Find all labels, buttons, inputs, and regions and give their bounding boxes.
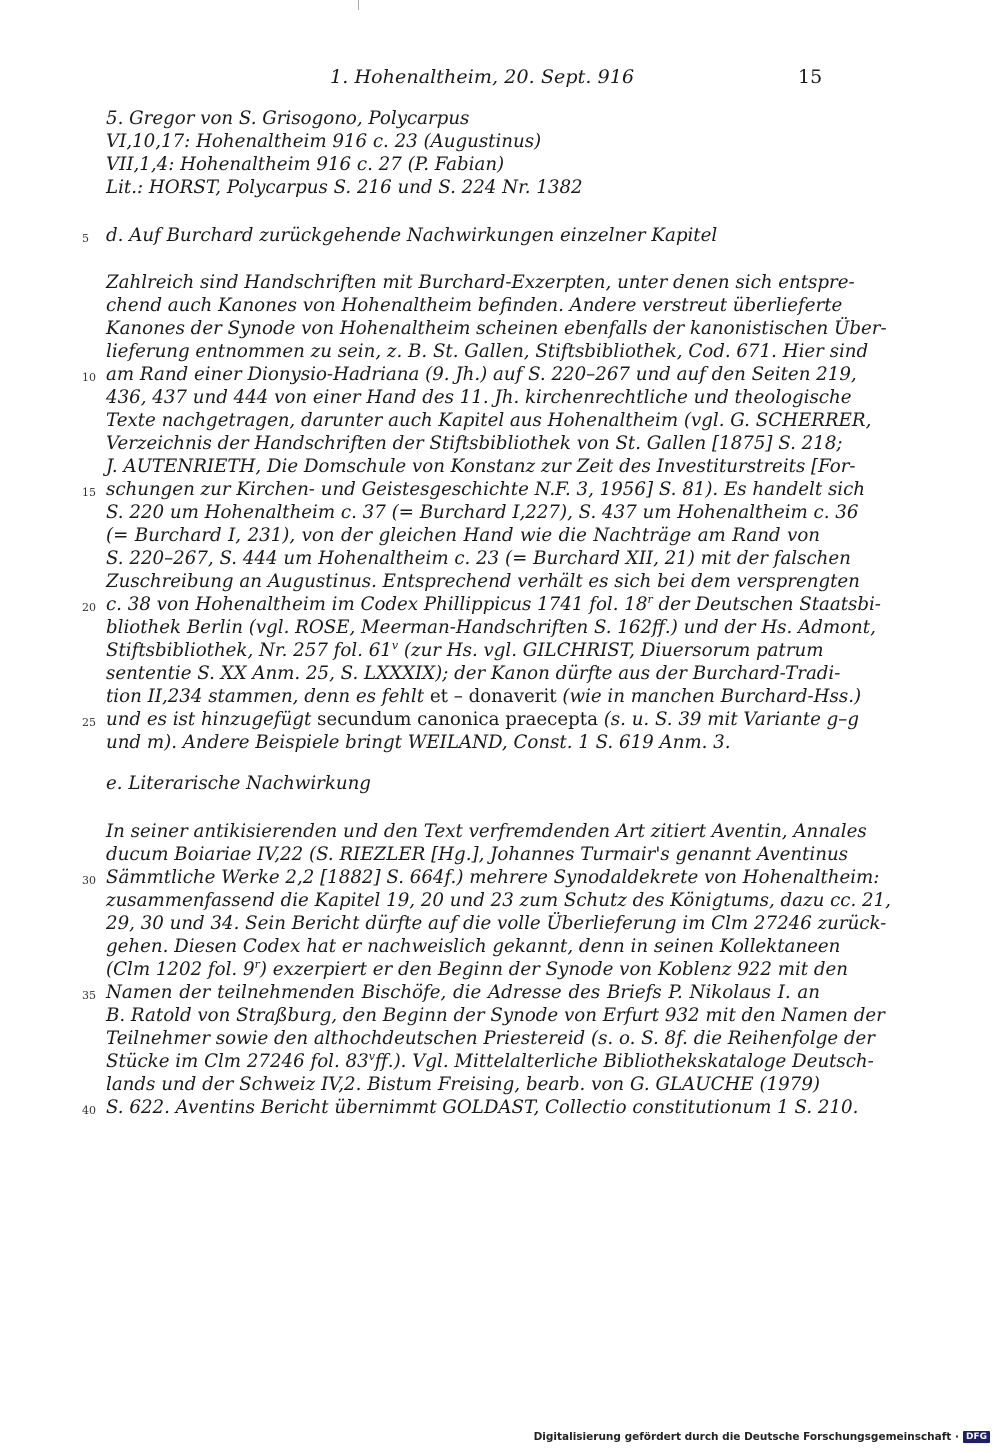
text-segment: und es ist hinzugefügt — [106, 709, 318, 730]
text-line — [106, 592, 881, 616]
running-header-title: 1. Hohenaltheim, 20. Sept. 916 — [330, 66, 635, 88]
text-line: und m). Andere Beispiele bringt WEILAND, Const. 1 S. 619 Anm. 3. — [106, 732, 731, 753]
text-line — [106, 638, 824, 662]
text-line: gehen. Diesen Codex hat er nachweislich gekannt, denn in seinen Kollektaneen — [106, 936, 841, 957]
text-line: Verzeichnis der Handschriften der Stiftsbibliothek von St. Gallen [1875] S. 218; — [106, 433, 843, 454]
text-line: am Rand einer Dionysio-Hadriana (9. Jh.) auf S. 220–267 und auf den Seiten 219, — [106, 364, 857, 385]
text-line: Kanones der Synode von Hohenaltheim scheinen ebenfalls der kanonistischen Über- — [106, 318, 887, 339]
text-line: lieferung entnommen zu sein, z. B. St. Gallen, Stiftsbibliothek, Cod. 671. Hier sind — [106, 341, 869, 362]
text-line: (= Burchard I, 231), von der gleichen Hand wie die Nachträge am Rand von — [106, 525, 820, 546]
text-line: J. AUTENRIETH, Die Domschule von Konstanz zur Zeit des Investiturstreits [For- — [106, 456, 856, 477]
scan-mark — [358, 0, 359, 10]
line-number: 40 — [82, 1104, 96, 1117]
superscript: r — [254, 957, 260, 971]
text-line: S. 220 um Hohenaltheim c. 37 (= Burchard I,227), S. 437 um Hohenaltheim c. 36 — [106, 502, 859, 523]
superscript: r — [647, 592, 653, 606]
text-line: 29, 30 und 34. Sein Bericht dürfte auf die volle Überlieferung im Clm 27246 zurück- — [106, 913, 887, 934]
line-number: 10 — [82, 371, 96, 384]
text-line: Lit.: HORST, Polycarpus S. 216 und S. 224 Nr. 1382 — [106, 177, 583, 198]
text-line: lands und der Schweiz IV,2. Bistum Freising, bearb. von G. GLAUCHE (1979) — [106, 1074, 820, 1095]
text-line: Zahlreich sind Handschriften mit Burchard-Exzerpten, unter denen sich entspre- — [106, 272, 855, 293]
line-number: 35 — [82, 989, 96, 1002]
text-segment: der Deutschen Staatsbi- — [652, 594, 881, 615]
text-line: Texte nachgetragen, darunter auch Kapitel aus Hohenaltheim (vgl. G. SCHERRER, — [106, 410, 872, 431]
text-segment: (Clm 1202 fol. 9 — [106, 959, 255, 980]
text-line — [106, 686, 862, 708]
line-number: 5 — [82, 232, 89, 245]
text-segment: tion II,234 stammen, denn es fehlt — [106, 686, 430, 707]
text-line — [106, 1049, 874, 1073]
text-line: VII,1,4: Hohenaltheim 916 c. 27 (P. Fabian) — [106, 154, 505, 175]
superscript: v — [391, 638, 399, 652]
line-number: 25 — [82, 716, 96, 729]
text-segment: ff.). Vgl. Mittelalterliche Bibliothekskataloge Deutsch- — [374, 1051, 874, 1072]
text-line: e. Literarische Nachwirkung — [106, 773, 371, 794]
text-line: zusammenfassend die Kapitel 19, 20 und 23 zum Schutz des Königtums, dazu cc. 21, — [106, 890, 891, 911]
line-number: 20 — [82, 601, 96, 614]
text-line: In seiner antikisierenden und den Text verfremdenden Art zitiert Aventin, Annales — [106, 821, 867, 842]
text-line: ducum Boiariae IV,22 (S. RIEZLER [Hg.], Johannes Turmair's genannt Aventinus — [106, 844, 848, 865]
text-segment: ) exzerpiert er den Beginn der Synode von Koblenz 922 mit den — [259, 959, 849, 980]
text-line: sententie S. XX Anm. 25, S. LXXXIX); der Kanon dürfte aus der Burchard-Tradi- — [106, 663, 841, 684]
text-segment: (wie in manchen Burchard-Hss.) — [556, 686, 862, 707]
latin-quote: et – donaverit — [429, 686, 557, 707]
superscript: v — [368, 1049, 375, 1063]
text-line: Sämmtliche Werke 2,2 [1882] S. 664f.) mehrere Synodaldekrete von Hohenaltheim: — [106, 867, 880, 888]
text-line: Namen der teilnehmenden Bischöfe, die Adresse des Briefs P. Nikolaus I. an — [106, 982, 820, 1003]
text-segment: c. 38 von Hohenaltheim im Codex Phillippicus 1741 fol. 18 — [106, 594, 648, 615]
text-line — [106, 957, 849, 981]
text-line: Zuschreibung an Augustinus. Entsprechend verhält es sich bei dem versprengten — [106, 571, 860, 592]
text-segment: Stiftsbibliothek, Nr. 257 fol. 61 — [106, 640, 392, 661]
text-segment: Stücke im Clm 27246 fol. 83 — [106, 1051, 369, 1072]
text-segment: (s. u. S. 39 mit Variante g–g — [597, 709, 860, 730]
line-number: 15 — [82, 486, 96, 499]
text-line: 436, 437 und 444 von einer Hand des 11. Jh. kirchenrechtliche und theologische — [106, 387, 852, 408]
text-line: B. Ratold von Straßburg, den Beginn der Synode von Erfurt 932 mit den Namen der — [106, 1005, 885, 1026]
text-line: schungen zur Kirchen- und Geistesgeschichte N.F. 3, 1956] S. 81). Es handelt sich — [106, 479, 866, 500]
text-line: d. Auf Burchard zurückgehende Nachwirkungen einzelner Kapitel — [106, 225, 718, 246]
text-line: S. 622. Aventins Bericht übernimmt GOLDAST, Collectio constitutionum 1 S. 210. — [106, 1097, 859, 1118]
text-segment: (zur Hs. vgl. GILCHRIST, Diuersorum patrum — [398, 640, 824, 661]
text-line: chend auch Kanones von Hohenaltheim befinden. Andere verstreut überlieferte — [106, 295, 843, 316]
dfg-logo: DFG — [963, 1431, 990, 1443]
footer-credit-text: Digitalisierung gefördert durch die Deutsche Forschungsgemeinschaft · — [533, 1431, 959, 1443]
latin-quote: secundum canonica praecepta — [317, 709, 598, 730]
text-line: S. 220–267, S. 444 um Hohenaltheim c. 23 (= Burchard XII, 21) mit der falschen — [106, 548, 851, 569]
text-line — [106, 709, 860, 731]
footer-credit — [534, 1431, 990, 1443]
page-number: 15 — [798, 66, 823, 88]
text-line: 5. Gregor von S. Grisogono, Polycarpus — [106, 108, 470, 129]
text-line: VI,10,17: Hohenaltheim 916 c. 23 (Augustinus) — [106, 131, 542, 152]
text-line: bliothek Berlin (vgl. ROSE, Meerman-Handschriften S. 162ff.) und der Hs. Admont, — [106, 617, 876, 638]
line-number: 30 — [82, 874, 96, 887]
text-line: Teilnehmer sowie den althochdeutschen Priestereid (s. o. S. 8f. die Reihenfolge der — [106, 1028, 875, 1049]
